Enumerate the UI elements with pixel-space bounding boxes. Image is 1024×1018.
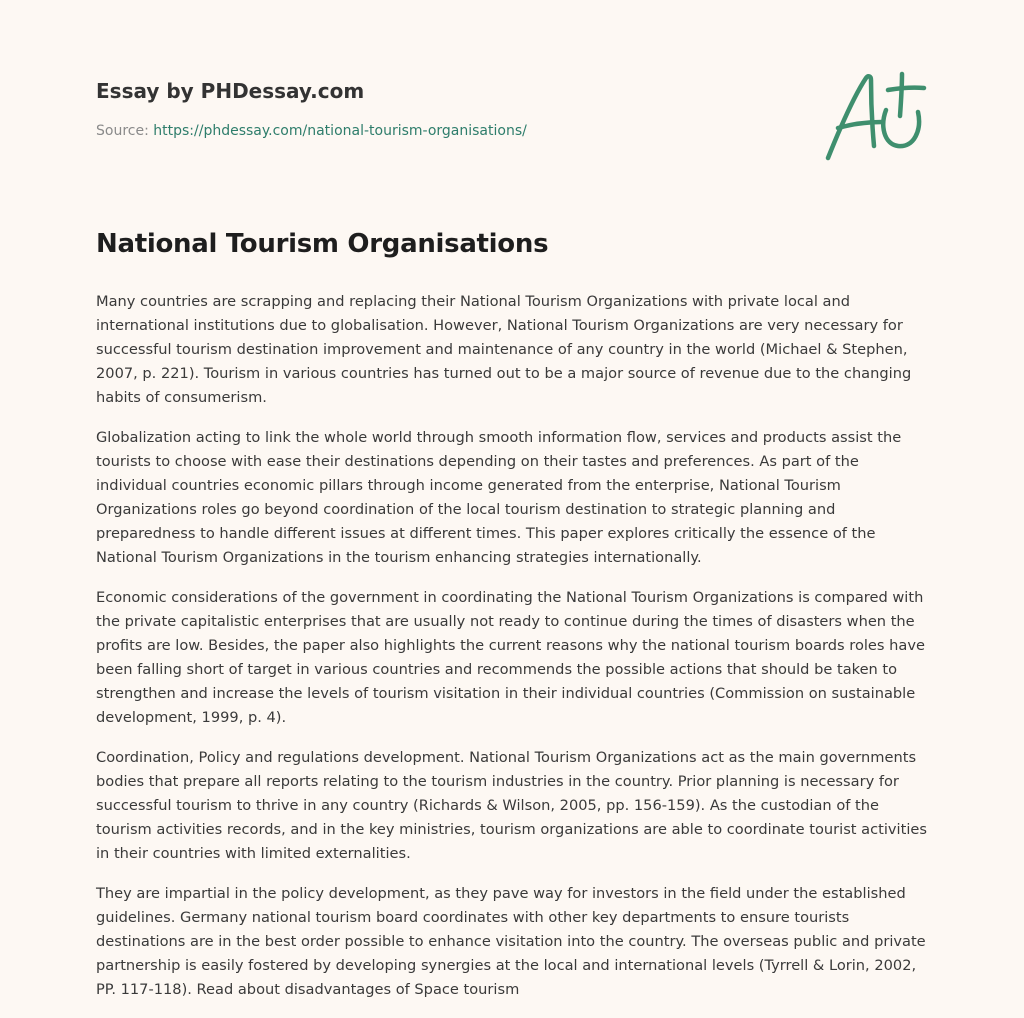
source-link[interactable]: https://phdessay.com/national-tourism-organisations/ — [153, 123, 527, 139]
a-plus-logo-icon — [822, 66, 932, 166]
essay-paragraph-3: Economic considerations of the government in coordinating the National Tourism Organizations is compared with the private capitalistic enterprises that are usually not ready to continue during the times of disasters when the profits are low. Besides, the paper also highlights the current reasons why the national tourism boards roles have been falling short of target in various countries and recommends the possible actions that should be taken to strengthen and increase the levels of tourism visitation in their individual countries (Commission on sustainable development, 1999, p. 4). — [96, 589, 925, 726]
essay-body — [96, 224, 928, 1018]
brand-title: Essay by PHDessay.com — [96, 79, 365, 103]
source-line — [96, 122, 796, 140]
essay-title: National Tourism Organisations — [96, 229, 549, 259]
essay-paragraph-5: They are impartial in the policy development, as they pave way for investors in the field under the established guidelines. Germany national tourism board coordinates with other key departments to ensure tourists destinations are in the best order possible to enhance visitation into the country. The overseas public and private partnership is easily fostered by developing synergies at the local and international levels (Tyrrell & Lorin, 2002, PP. 117-118). Read about disadvantages of Space tourism — [96, 885, 926, 998]
essay-header — [96, 78, 796, 140]
essay-paragraph-4: Coordination, Policy and regulations development. National Tourism Organizations act as the main governments bodies that prepare all reports relating to the tourism industries in the country. Prior planning is necessary for successful tourism to thrive in any country (Richards & Wilson, 2005, pp. 156-159). As the custodian of the tourism activities records, and in the key ministries, tourism organizations are able to coordinate tourist activities in their countries with limited externalities. — [96, 749, 927, 862]
essay-paragraph-2: Globalization acting to link the whole world through smooth information flow, services and products assist the tourists to choose with ease their destinations depending on their tastes and preferences. As part of the individual countries economic pillars through income generated from the enterprise, National Tourism Organizations roles go beyond coordination of the local tourism destination to strategic planning and preparedness to handle different issues at different times. This paper explores critically the essence of the National Tourism Organizations in the tourism enhancing strategies internationally. — [96, 429, 902, 566]
source-label: Source: — [96, 123, 154, 139]
essay-paragraph-1: Many countries are scrapping and replacing their National Tourism Organizations with private local and international institutions due to globalisation. However, National Tourism Organizations are very necessary for successful tourism destination improvement and maintenance of any country in the world (Michael & Stephen, 2007, p. 221). Tourism in various countries has turned out to be a major source of revenue due to the changing habits of consumerism. — [96, 293, 912, 406]
